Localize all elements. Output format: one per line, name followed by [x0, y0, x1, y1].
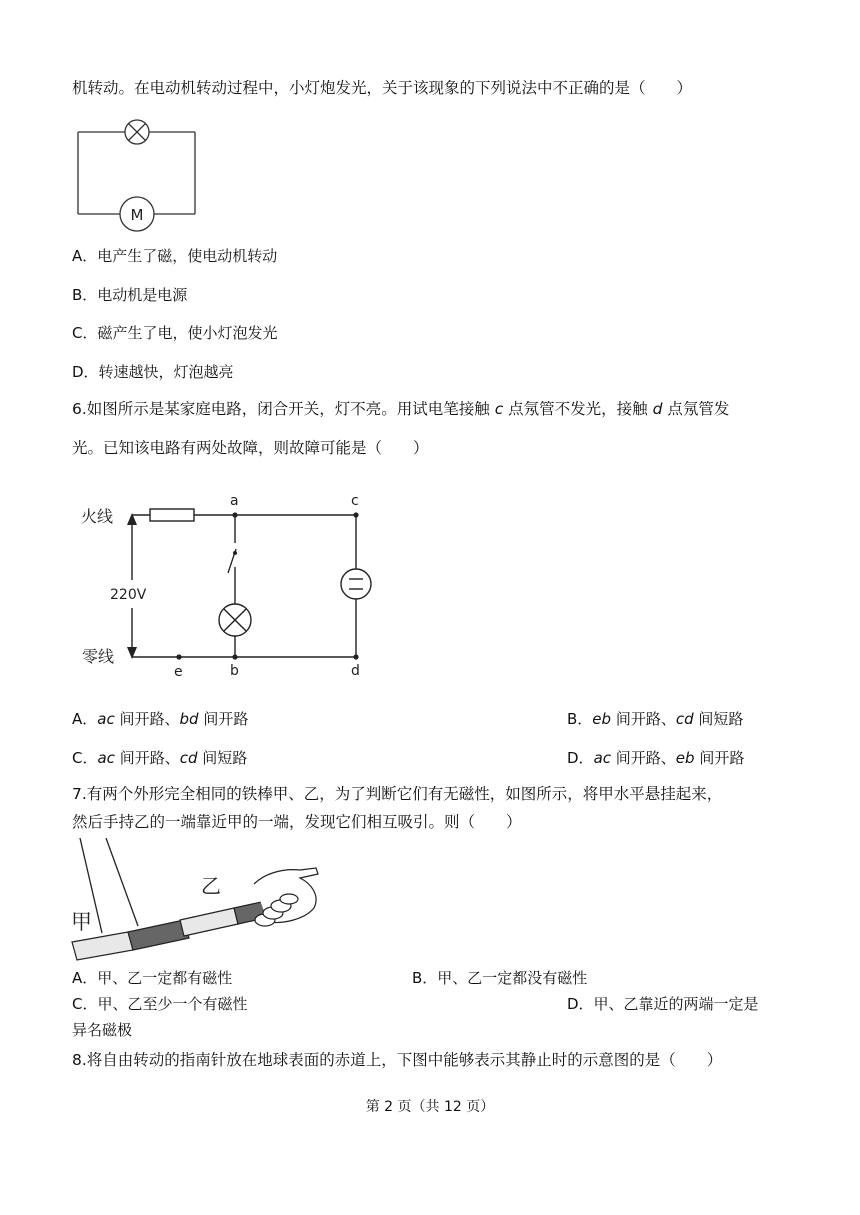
motor-icon — [120, 197, 154, 231]
point-e-label: e — [174, 664, 183, 680]
resistor-icon — [150, 509, 194, 521]
neutral-wire-label: 零线 — [82, 647, 115, 666]
q7-option-a: A．甲、乙一定都有磁性 — [72, 969, 233, 987]
q7-stem-line2: 然后手持乙的一端靠近甲的一端，发现它们相互吸引。则（ ） — [72, 813, 522, 831]
q6-option-d: D．ac 间开路、eb 间开路 — [567, 749, 745, 767]
q5-circuit-diagram — [70, 112, 205, 234]
q6-option-c: C．ac 间开路、cd 间短路 — [72, 749, 248, 767]
q5-option-d: D．转速越快，灯泡越亮 — [72, 363, 234, 381]
q6-household-circuit — [70, 485, 390, 685]
q5-stem-continuation: 机转动。在电动机转动过程中，小灯炮发光，关于该现象的下列说法中不正确的是（ ） — [72, 79, 693, 97]
q6-option-b: B．eb 间开路、cd 间短路 — [567, 710, 744, 728]
q7-stem-line1: 7.有两个外形完全相同的铁棒甲、乙，为了判断它们有无磁性，如图所示，将甲水平悬挂起来， — [72, 785, 723, 803]
hand-icon — [254, 868, 318, 926]
point-a-label: a — [230, 493, 239, 509]
page-footer: 第 2 页（共 12 页） — [365, 1099, 495, 1115]
q6-stem-line2: 光。已知该电路有两处故障，则故障可能是（ ） — [72, 439, 429, 457]
q5-option-c: C．磁产生了电，使小灯泡发光 — [72, 324, 278, 342]
q6-option-a: A．ac 间开路、bd 间开路 — [72, 710, 249, 728]
label-yi: 乙 — [201, 874, 221, 898]
q8-stem: 8.将自由转动的指南针放在地球表面的赤道上，下图中能够表示其静止时的示意图的是（ ） — [72, 1051, 723, 1069]
bulb-icon — [219, 604, 251, 636]
junction-dots — [176, 512, 358, 659]
label-jia: 甲 — [71, 910, 92, 934]
lamp-icon — [125, 120, 149, 144]
live-wire-label: 火线 — [81, 507, 114, 526]
q7-option-c: C．甲、乙至少一个有磁性 — [72, 995, 248, 1013]
socket-icon — [341, 569, 371, 599]
point-b-label: b — [230, 663, 239, 679]
point-d-label: d — [351, 663, 360, 679]
q7-option-d-line1: D．甲、乙靠近的两端一定是 — [567, 995, 759, 1013]
string-right — [106, 838, 138, 926]
voltage-label: 220V — [110, 587, 147, 603]
q7-magnet-bars-figure — [68, 838, 328, 968]
point-c-label: c — [351, 493, 359, 509]
q6-stem-line1: 6.如图所示是某家庭电路，闭合开关，灯不亮。用试电笔接触 c 点氖管不发光，接触 d 点氖管发 — [72, 400, 730, 418]
q5-option-a: A．电产生了磁，使电动机转动 — [72, 247, 278, 265]
motor-label: M — [130, 206, 144, 224]
q7-option-b: B．甲、乙一定都没有磁性 — [412, 969, 588, 987]
q7-option-d-line2: 异名磁极 — [72, 1021, 133, 1039]
q5-option-b: B．电动机是电源 — [72, 286, 188, 304]
